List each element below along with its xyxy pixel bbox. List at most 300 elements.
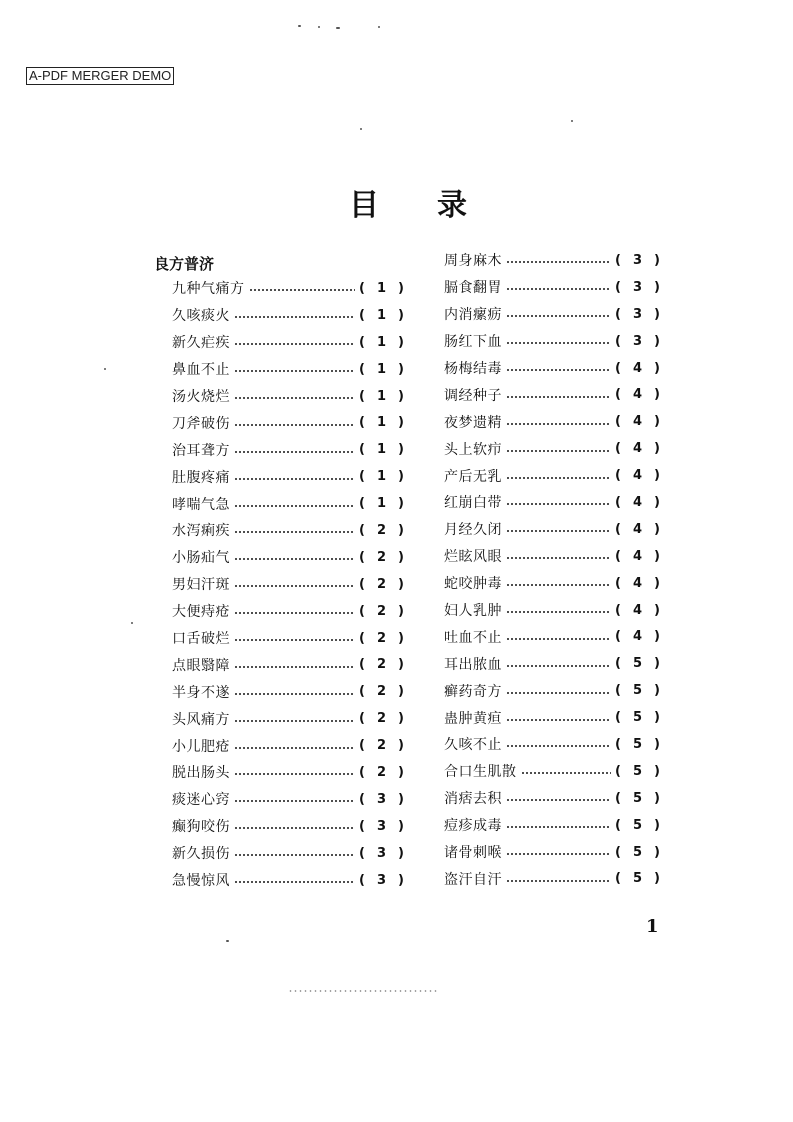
toc-page-number: 1	[377, 415, 387, 431]
toc-entry	[444, 785, 660, 812]
paren-close: )	[654, 441, 660, 457]
paren-close: )	[654, 252, 660, 268]
paren-open: (	[359, 307, 365, 323]
paren-close: )	[654, 333, 660, 349]
paren-close: )	[654, 468, 660, 484]
toc-entry	[444, 704, 660, 731]
paren-close: )	[654, 763, 660, 779]
toc-entry-title: 头上软疖	[444, 441, 502, 458]
toc-page-ref	[615, 656, 660, 671]
toc-left-column	[154, 253, 404, 893]
paren-open: (	[359, 872, 365, 888]
paren-close: )	[398, 280, 404, 296]
paren-open: (	[615, 548, 621, 564]
paren-open: (	[615, 279, 621, 295]
toc-page-number: 3	[377, 791, 387, 807]
toc-page-ref	[615, 871, 660, 886]
dot-leader	[234, 747, 355, 749]
paren-close: )	[654, 629, 660, 645]
toc-entry	[444, 677, 660, 704]
toc-page-number: 1	[377, 496, 387, 512]
toc-page-ref	[359, 550, 404, 565]
toc-entry-title: 急慢惊风	[172, 873, 230, 890]
paren-open: (	[615, 736, 621, 752]
toc-page-ref	[615, 710, 660, 725]
toc-page-ref	[359, 496, 404, 511]
toc-page-ref	[359, 308, 404, 323]
toc-page-ref	[615, 280, 660, 295]
paren-close: )	[654, 521, 660, 537]
paren-open: (	[615, 656, 621, 672]
dot-leader	[234, 343, 355, 345]
toc-page-ref	[359, 469, 404, 484]
toc-page-ref	[615, 764, 660, 779]
toc-page-number: 5	[633, 871, 643, 887]
toc-entry	[444, 274, 660, 301]
toc-page-number: 2	[377, 522, 387, 538]
toc-entry	[172, 356, 404, 383]
toc-entry	[172, 544, 404, 571]
toc-entry	[172, 383, 404, 410]
paren-close: )	[398, 307, 404, 323]
paren-close: )	[398, 872, 404, 888]
toc-page-ref	[359, 738, 404, 753]
toc-page-ref	[359, 792, 404, 807]
toc-page-ref	[359, 442, 404, 457]
toc-entry-title: 新久损伤	[172, 846, 230, 863]
toc-page-number: 5	[633, 683, 643, 699]
paren-close: )	[654, 306, 660, 322]
toc-entry-title: 点眼翳障	[172, 657, 230, 674]
toc-page-number: 5	[633, 817, 643, 833]
paren-open: (	[359, 576, 365, 592]
toc-entry-title: 脱出肠头	[172, 765, 230, 782]
toc-page-ref	[615, 818, 660, 833]
paren-close: )	[398, 818, 404, 834]
paren-close: )	[654, 790, 660, 806]
toc-entry-title: 吐血不止	[444, 629, 502, 646]
toc-page-ref	[615, 441, 660, 456]
paren-open: (	[359, 442, 365, 458]
toc-entry-title: 月经久闭	[444, 522, 502, 539]
paren-open: (	[359, 496, 365, 512]
paren-open: (	[615, 468, 621, 484]
toc-entry	[172, 275, 404, 302]
toc-page-ref	[615, 253, 660, 268]
paren-close: )	[398, 845, 404, 861]
dot-leader	[506, 611, 611, 613]
dot-leader	[234, 639, 355, 641]
dot-leader	[234, 451, 355, 453]
toc-page-ref	[615, 629, 660, 644]
dot-leader	[506, 584, 611, 586]
toc-entry	[444, 597, 660, 624]
paren-open: (	[615, 683, 621, 699]
scan-speck	[360, 128, 362, 130]
dot-leader	[506, 288, 611, 290]
toc-entry-title: 半身不遂	[172, 684, 230, 701]
toc-entry-title: 红崩白带	[444, 495, 502, 512]
toc-entry-title: 癫狗咬伤	[172, 819, 230, 836]
toc-entry	[444, 489, 660, 516]
paren-close: )	[654, 683, 660, 699]
toc-entry	[172, 759, 404, 786]
paren-open: (	[359, 791, 365, 807]
toc-page-ref	[615, 603, 660, 618]
toc-entry-title: 内消瘰疬	[444, 307, 502, 324]
scan-speck	[131, 622, 133, 624]
toc-page-number: 2	[377, 684, 387, 700]
paren-open: (	[359, 711, 365, 727]
toc-entry-title: 鼻血不止	[172, 362, 230, 379]
paren-open: (	[615, 575, 621, 591]
toc-page-ref	[615, 361, 660, 376]
dot-leader	[234, 316, 355, 318]
toc-page-ref	[615, 414, 660, 429]
toc-entry-title: 刀斧破伤	[172, 415, 230, 432]
toc-page-ref	[359, 873, 404, 888]
dot-leader	[234, 424, 355, 426]
dot-leader	[506, 450, 611, 452]
toc-page-number: 3	[377, 818, 387, 834]
toc-page-ref	[359, 281, 404, 296]
toc-entry-title: 消痞去积	[444, 791, 502, 808]
dot-leader	[506, 530, 611, 532]
toc-entry	[444, 543, 660, 570]
toc-page-number: 2	[377, 738, 387, 754]
toc-entry	[172, 517, 404, 544]
paren-close: )	[654, 279, 660, 295]
paren-close: )	[398, 738, 404, 754]
paren-open: (	[359, 603, 365, 619]
dot-leader	[506, 477, 611, 479]
paren-close: )	[398, 469, 404, 485]
toc-entry	[444, 758, 660, 785]
toc-entry	[172, 463, 404, 490]
toc-entry	[172, 651, 404, 678]
paren-close: )	[654, 494, 660, 510]
toc-entry	[444, 865, 660, 892]
toc-entry	[172, 786, 404, 813]
dot-leader	[234, 531, 355, 533]
dot-leader	[506, 880, 611, 882]
toc-entry	[172, 867, 404, 894]
toc-page-ref	[615, 307, 660, 322]
section-heading: 良方普济	[154, 255, 215, 273]
paren-open: (	[615, 494, 621, 510]
toc-entry-title: 久咳不止	[444, 737, 502, 754]
toc-entry	[172, 840, 404, 867]
dot-leader	[506, 745, 611, 747]
paren-open: (	[359, 361, 365, 377]
dot-leader	[506, 503, 611, 505]
paren-open: (	[615, 629, 621, 645]
toc-page-number: 4	[633, 414, 643, 430]
toc-entry	[172, 571, 404, 598]
toc-page-ref	[359, 657, 404, 672]
paren-close: )	[398, 388, 404, 404]
toc-entry	[444, 355, 660, 382]
paren-open: (	[615, 844, 621, 860]
page-number: 1	[646, 916, 659, 937]
toc-page-number: 3	[377, 872, 387, 888]
toc-page-ref	[615, 737, 660, 752]
toc-entry	[172, 409, 404, 436]
toc-entry-title: 水泻痢疾	[172, 523, 230, 540]
paren-open: (	[359, 522, 365, 538]
scan-speck	[571, 120, 573, 122]
dot-leader	[234, 478, 355, 480]
toc-entry-title: 烂眩风眼	[444, 549, 502, 566]
paren-close: )	[398, 576, 404, 592]
paren-open: (	[359, 388, 365, 404]
paren-close: )	[654, 710, 660, 726]
paren-open: (	[615, 871, 621, 887]
toc-entry-title: 合口生肌散	[444, 764, 517, 781]
paren-close: )	[398, 442, 404, 458]
paren-open: (	[615, 790, 621, 806]
toc-page-ref	[359, 523, 404, 538]
toc-entry	[444, 839, 660, 866]
toc-page-ref	[359, 819, 404, 834]
toc-entry-title: 肚腹疼痛	[172, 469, 230, 486]
dot-leader	[506, 719, 611, 721]
dot-leader	[234, 505, 355, 507]
dot-leader	[234, 720, 355, 722]
toc-page-ref	[615, 468, 660, 483]
toc-entry	[444, 462, 660, 489]
paren-close: )	[398, 549, 404, 565]
toc-entry-title: 盗汗自汗	[444, 871, 502, 888]
toc-page-number: 5	[633, 710, 643, 726]
toc-page-ref	[615, 334, 660, 349]
toc-entry	[172, 705, 404, 732]
paren-open: (	[615, 414, 621, 430]
toc-entry	[172, 302, 404, 329]
toc-entry	[444, 381, 660, 408]
paren-open: (	[359, 684, 365, 700]
toc-entry-title: 蛇咬肿毒	[444, 576, 502, 593]
toc-page-number: 4	[633, 602, 643, 618]
dot-leader	[234, 881, 355, 883]
dot-leader	[506, 342, 611, 344]
toc-page-number: 2	[377, 657, 387, 673]
paren-close: )	[398, 603, 404, 619]
toc-page-number: 5	[633, 656, 643, 672]
toc-entry-title: 新久疟疾	[172, 335, 230, 352]
toc-page-ref	[615, 791, 660, 806]
page-title: 目录	[349, 188, 525, 223]
toc-entry-title: 汤火烧烂	[172, 389, 230, 405]
toc-page-number: 5	[633, 844, 643, 860]
paren-close: )	[398, 630, 404, 646]
toc-entry-title: 诸骨刺喉	[444, 845, 502, 862]
dot-leader	[234, 800, 355, 802]
toc-page-ref	[359, 765, 404, 780]
toc-entry	[444, 623, 660, 650]
paren-open: (	[615, 817, 621, 833]
toc-page-number: 2	[377, 711, 387, 727]
toc-page-ref	[615, 387, 660, 402]
toc-page-ref	[359, 362, 404, 377]
scan-artifact-line	[288, 990, 438, 992]
dot-leader	[234, 693, 355, 695]
toc-entry-title: 大便痔疮	[172, 604, 230, 621]
toc-page-ref	[615, 522, 660, 537]
toc-entry	[444, 247, 660, 274]
toc-page-ref	[359, 631, 404, 646]
toc-page-number: 5	[633, 790, 643, 806]
toc-entry-title: 妇人乳肿	[444, 603, 502, 620]
paren-close: )	[654, 817, 660, 833]
toc-page-number: 1	[377, 334, 387, 350]
toc-page-ref	[615, 683, 660, 698]
toc-page-number: 5	[633, 763, 643, 779]
dot-leader	[521, 772, 612, 774]
toc-page-number: 4	[633, 629, 643, 645]
paren-close: )	[654, 871, 660, 887]
paren-open: (	[615, 602, 621, 618]
toc-page-number: 3	[633, 306, 643, 322]
toc-entry-title: 癣药奇方	[444, 683, 502, 700]
paren-open: (	[359, 415, 365, 431]
toc-page-number: 4	[633, 468, 643, 484]
toc-entry-title: 耳出脓血	[444, 656, 502, 673]
paren-open: (	[615, 387, 621, 403]
paren-open: (	[615, 710, 621, 726]
toc-entry-title: 肠红下血	[444, 334, 502, 351]
paren-close: )	[654, 602, 660, 618]
paren-open: (	[359, 280, 365, 296]
toc-page-ref	[615, 576, 660, 591]
toc-entry-title: 调经种子	[444, 387, 502, 404]
toc-entry-title: 痰迷心窍	[172, 792, 230, 809]
paren-open: (	[615, 521, 621, 537]
paren-open: (	[615, 763, 621, 779]
toc-entry-list	[154, 275, 404, 893]
dot-leader	[234, 397, 355, 399]
toc-page-number: 4	[633, 548, 643, 564]
toc-page-number: 4	[633, 521, 643, 537]
toc-entry-title: 久咳痰火	[172, 308, 230, 325]
toc-page-ref	[359, 335, 404, 350]
toc-page-number: 3	[633, 333, 643, 349]
toc-entry	[444, 812, 660, 839]
dot-leader	[249, 289, 356, 291]
toc-page-ref	[615, 495, 660, 510]
toc-entry-title: 头风痛方	[172, 711, 230, 728]
scan-speck	[318, 26, 320, 28]
paren-open: (	[359, 334, 365, 350]
paren-close: )	[654, 844, 660, 860]
toc-page-number: 5	[633, 736, 643, 752]
scan-speck	[298, 25, 301, 27]
toc-entry-title: 膈食翻胃	[444, 280, 502, 297]
scan-speck	[104, 368, 106, 370]
toc-page-number: 3	[633, 252, 643, 268]
toc-entry	[444, 408, 660, 435]
toc-entry	[444, 650, 660, 677]
toc-entry	[172, 732, 404, 759]
paren-open: (	[359, 549, 365, 565]
toc-entry	[172, 678, 404, 705]
scan-speck	[378, 26, 380, 28]
paren-open: (	[615, 441, 621, 457]
paren-open: (	[359, 818, 365, 834]
paren-open: (	[359, 657, 365, 673]
paren-close: )	[654, 575, 660, 591]
toc-page-number: 4	[633, 387, 643, 403]
paren-close: )	[398, 657, 404, 673]
toc-page-number: 2	[377, 576, 387, 592]
toc-entry	[172, 813, 404, 840]
toc-page-ref	[359, 389, 404, 404]
toc-entry-title: 蛊肿黄疸	[444, 710, 502, 727]
paren-open: (	[615, 333, 621, 349]
dot-leader	[506, 261, 611, 263]
toc-page-number: 3	[377, 845, 387, 861]
toc-page-number: 3	[633, 279, 643, 295]
paren-close: )	[398, 711, 404, 727]
toc-entry-title: 哮喘气急	[172, 496, 230, 513]
dot-leader	[234, 666, 355, 668]
paren-open: (	[359, 845, 365, 861]
paren-open: (	[359, 764, 365, 780]
dot-leader	[506, 692, 611, 694]
paren-close: )	[398, 791, 404, 807]
toc-entry	[444, 328, 660, 355]
toc-entry-title: 口舌破烂	[172, 631, 230, 648]
toc-page-number: 1	[377, 307, 387, 323]
dot-leader	[234, 558, 355, 560]
paren-open: (	[359, 469, 365, 485]
toc-page-number: 1	[377, 361, 387, 377]
dot-leader	[234, 612, 355, 614]
dot-leader	[506, 826, 611, 828]
toc-page-number: 2	[377, 630, 387, 646]
toc-page-number: 2	[377, 603, 387, 619]
paren-close: )	[398, 361, 404, 377]
toc-entry-title: 痘疹成毒	[444, 818, 502, 835]
toc-page-number: 1	[377, 388, 387, 404]
toc-right-column	[444, 247, 660, 892]
dot-leader	[506, 423, 611, 425]
toc-page-ref	[359, 604, 404, 619]
toc-entry	[172, 625, 404, 652]
paren-close: )	[654, 414, 660, 430]
toc-page-ref	[615, 549, 660, 564]
toc-page-number: 2	[377, 549, 387, 565]
toc-entry-list	[444, 247, 660, 892]
paren-close: )	[398, 522, 404, 538]
paren-close: )	[398, 496, 404, 512]
toc-page-ref	[359, 577, 404, 592]
toc-entry-title: 治耳聋方	[172, 442, 230, 459]
dot-leader	[506, 665, 611, 667]
dot-leader	[506, 799, 611, 801]
toc-entry	[444, 516, 660, 543]
dot-leader	[234, 827, 355, 829]
scan-speck	[336, 27, 340, 29]
paren-open: (	[359, 738, 365, 754]
paren-open: (	[615, 306, 621, 322]
toc-entry-title: 杨梅结毒	[444, 361, 502, 377]
dot-leader	[506, 853, 611, 855]
toc-entry-title: 周身麻木	[444, 253, 502, 270]
paren-close: )	[654, 736, 660, 752]
toc-entry-title: 九种气痛方	[172, 281, 245, 298]
toc-page-number: 4	[633, 575, 643, 591]
